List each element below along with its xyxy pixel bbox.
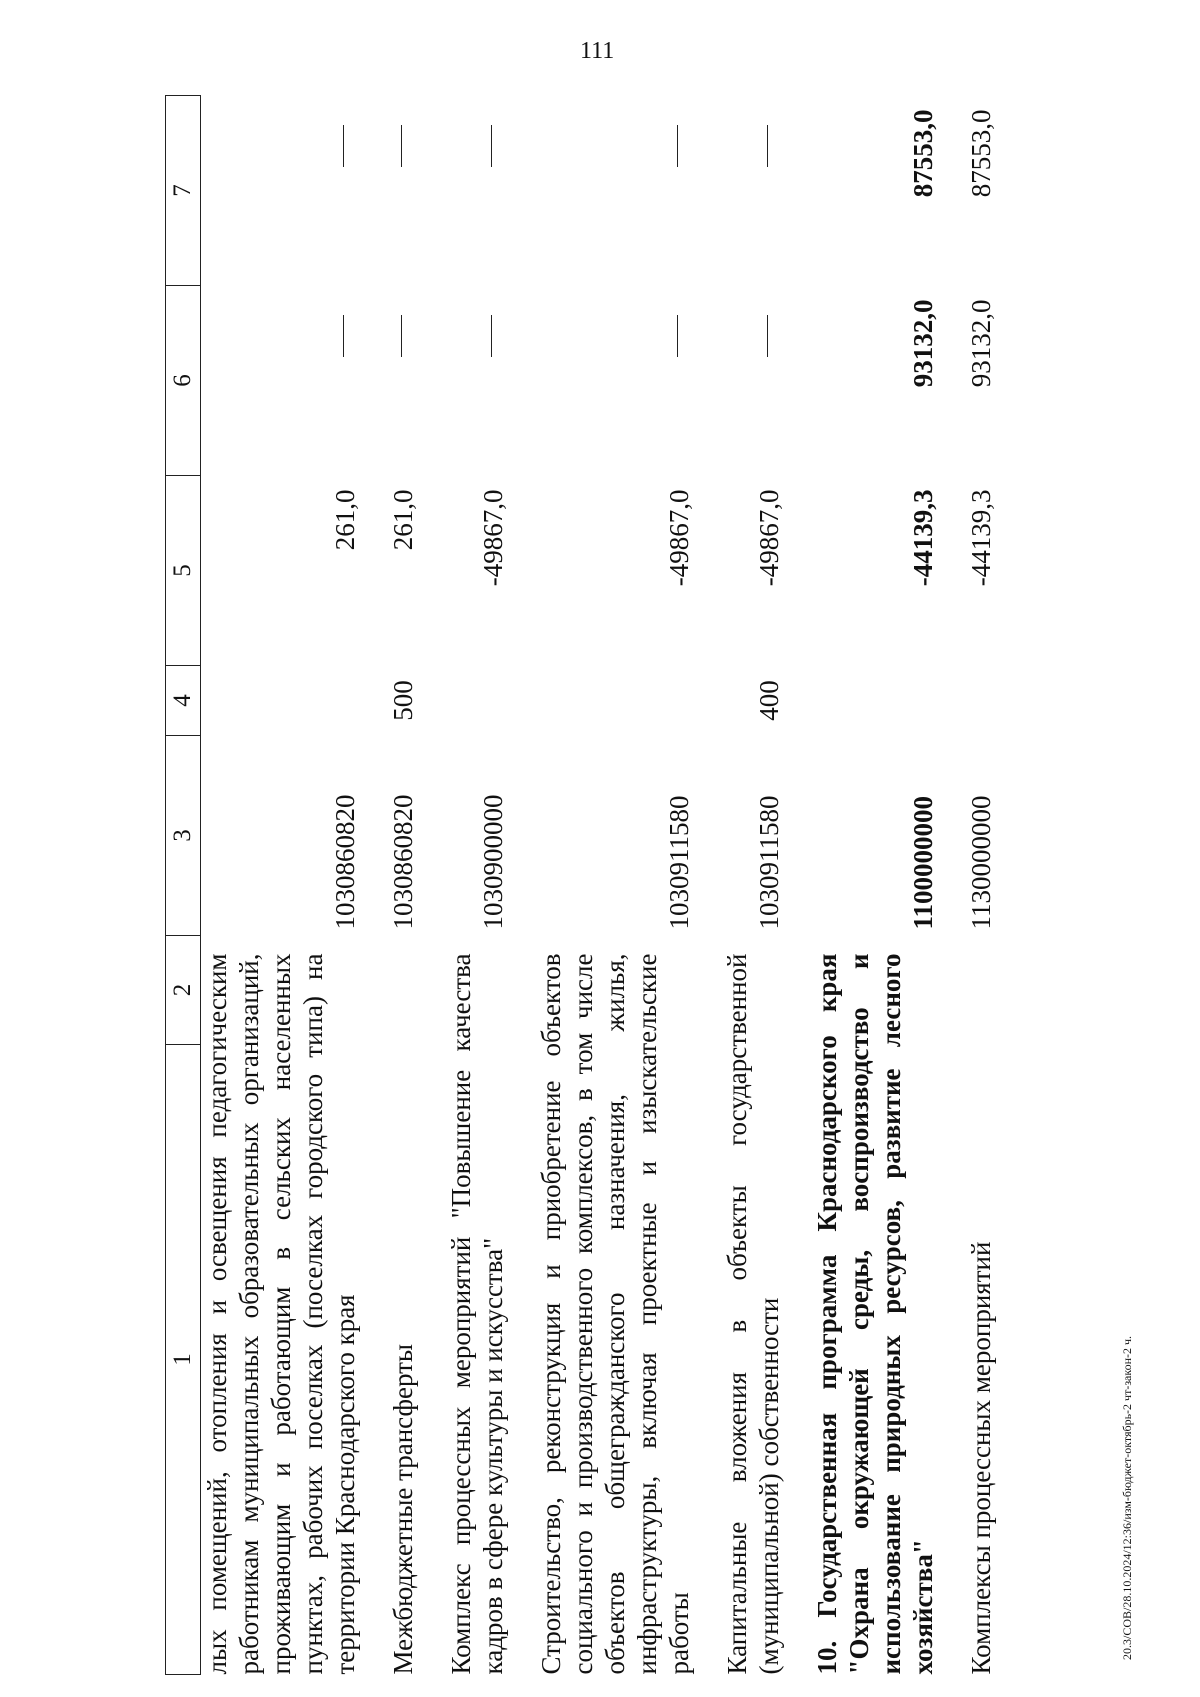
header-row	[166, 96, 201, 1675]
dash-mark	[767, 126, 768, 168]
target-article-code: 1130000000	[966, 795, 996, 930]
value-col7: 87553,0	[966, 109, 996, 198]
value-col7	[445, 96, 509, 286]
value-col7	[535, 96, 695, 286]
dash-mark	[677, 316, 678, 358]
dash-mark	[343, 126, 344, 168]
expense-type-code: 400	[754, 680, 784, 721]
dash-mark	[343, 316, 344, 358]
table-row	[445, 96, 509, 1675]
expense-type-code	[201, 666, 362, 736]
value-col6	[445, 286, 509, 476]
row-description: Строительство, реконструкция и приобретение объектов социального и производственного комплексов, в том числе объектов общегражданского назначения, жилья, инфраструктуры, включая проектные и изыскательские работы	[536, 953, 694, 1675]
dash-mark	[767, 316, 768, 358]
target-article-code: 1100000000	[908, 795, 938, 930]
target-article-code: 1030860820	[330, 794, 360, 930]
dash-mark	[401, 126, 402, 168]
header-cell: 6	[166, 286, 201, 476]
value-col5: -49867,0	[664, 489, 694, 587]
value-col7: 87553,0	[908, 109, 938, 198]
value-col5: 261,0	[330, 489, 360, 551]
header-cell: 1	[166, 1045, 201, 1675]
value-col6	[535, 286, 695, 476]
expense-type-code	[535, 666, 695, 736]
table-row	[535, 96, 695, 1675]
value-col6: 93132,0	[908, 299, 938, 388]
dash-mark	[491, 126, 492, 168]
value-col6	[721, 286, 785, 476]
value-col6: 93132,0	[966, 299, 996, 388]
budget-table	[165, 95, 997, 1675]
expense-type-code	[445, 666, 509, 736]
row-description: Межбюджетные трансферты	[388, 1343, 418, 1675]
target-article-code: 1030860820	[388, 794, 418, 930]
header-cell: 5	[166, 476, 201, 666]
value-col7	[721, 96, 785, 286]
header-cell: 7	[166, 96, 201, 286]
page-number: 111	[580, 38, 615, 64]
value-col5: 261,0	[388, 489, 418, 551]
expense-type-code	[965, 666, 997, 736]
value-col6	[387, 286, 419, 476]
rotated-table-container	[165, 95, 1065, 1675]
dash-mark	[491, 316, 492, 358]
value-col7	[387, 96, 419, 286]
target-article-code: 1030911580	[754, 795, 784, 930]
table-row	[201, 96, 362, 1675]
row-description: Комплексы процессных мероприятий	[966, 1241, 996, 1675]
value-col5: -44139,3	[966, 489, 996, 587]
target-article-code: 1030900000	[478, 794, 508, 930]
table-row	[387, 96, 419, 1675]
dash-mark	[677, 126, 678, 168]
row-description: 10. Государственная программа Краснодарского края "Охрана окружающей среды, воспроизводство и использование природных ресурсов, развитие лесного хозяйства"	[812, 953, 938, 1675]
row-description: Капитальные вложения в объекты государственной (муниципальной) собственности	[722, 953, 784, 1675]
dash-mark	[401, 316, 402, 358]
expense-type-code	[811, 666, 939, 736]
target-article-code: 1030911580	[664, 795, 694, 930]
row-description: Комплекс процессных мероприятий "Повышение качества кадров в сфере культуры и искусства"	[446, 953, 508, 1675]
table-row-program	[811, 96, 939, 1675]
expense-type-code: 500	[388, 680, 418, 721]
table-row	[965, 96, 997, 1675]
value-col5: -49867,0	[754, 489, 784, 587]
value-col5: -49867,0	[478, 489, 508, 587]
header-cell: 4	[166, 666, 201, 736]
header-cell: 3	[166, 736, 201, 936]
value-col6	[201, 286, 362, 476]
document-footer-code: 20.3/СОВ/28.10.2024/12:36/изм-бюджет-октябрь-2 чт-закон-2 ч.	[1120, 1335, 1134, 1660]
row-description: лых помещений, отопления и освещения педагогическим работникам муниципальных образовательных организаций, проживающим и работающим в сельских населенных пунктах, рабочих поселках (поселках городского типа) на территории Краснодарского края	[202, 953, 360, 1675]
header-cell: 2	[166, 936, 201, 1045]
table-row	[721, 96, 785, 1675]
value-col7	[201, 96, 362, 286]
value-col5: -44139,3	[908, 489, 938, 587]
